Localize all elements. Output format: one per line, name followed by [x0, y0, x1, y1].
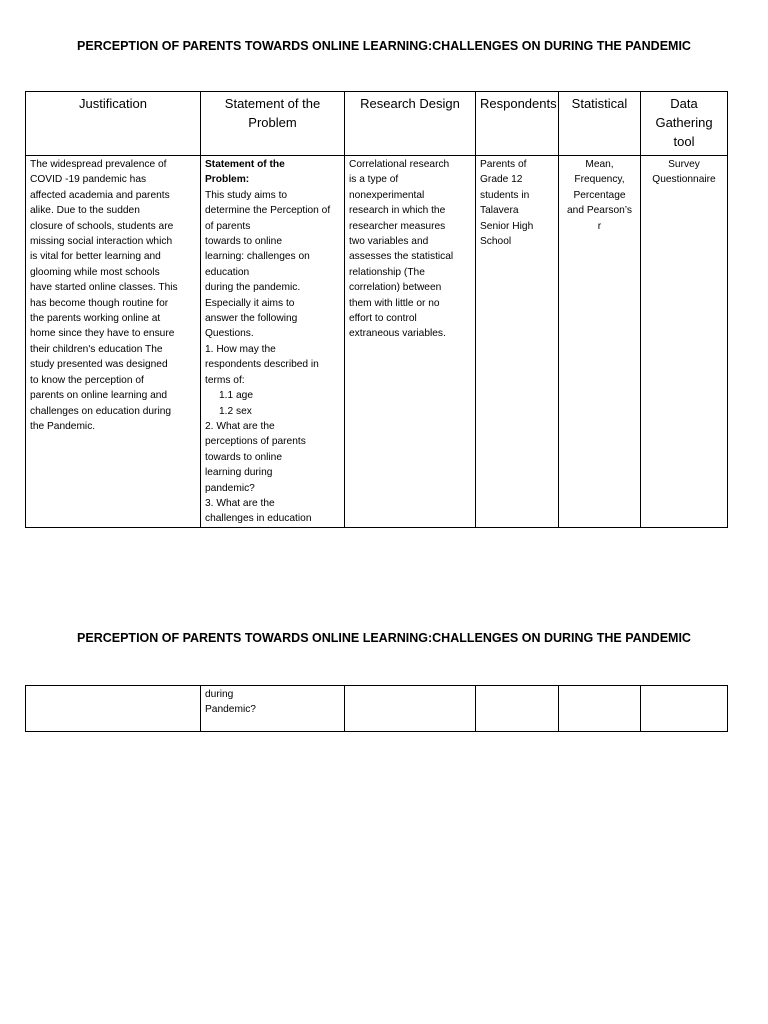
text-line: Parents of: [480, 159, 527, 170]
cell-respondents: [476, 686, 559, 732]
text-line: answer the following: [205, 313, 298, 325]
research-table: [25, 91, 728, 528]
cell-justification: [26, 156, 201, 528]
text-line: study presented was designed: [30, 359, 168, 371]
text-line: has become though routine for: [30, 297, 169, 309]
text-line: Grade 12: [480, 174, 523, 186]
page-title: PERCEPTION OF PARENTS TOWARDS ONLINE LEARNING:CHALLENGES ON DURING THE PANDEMIC: [77, 39, 691, 53]
text-line: School: [480, 236, 512, 248]
text-line: Talavera: [480, 205, 519, 217]
sub-item: 1.2 sex: [219, 405, 252, 417]
header-statistical: Statistical: [559, 92, 641, 156]
sub-item: 1.1 age: [219, 390, 253, 402]
text-line: correlation) between: [349, 282, 442, 294]
text-line: COVID -19 pandemic has: [30, 174, 147, 186]
text-line: Questions.: [205, 328, 254, 340]
text-line: Correlational research: [349, 159, 450, 170]
statement-heading: Statement of the: [205, 159, 285, 170]
header-data-gathering-tool: Data Gathering tool: [641, 92, 728, 156]
cell-statement: [201, 686, 345, 732]
text-line: 3. What are the: [205, 497, 275, 509]
text-line: challenges on education during: [30, 405, 172, 417]
text-line: glooming while most schools: [30, 266, 160, 278]
cell-data-gathering-tool: [641, 686, 728, 732]
text-line: of parents: [205, 220, 251, 232]
header-justification: Justification: [26, 92, 201, 156]
text-line: 1. How may the: [205, 343, 276, 355]
text-line: researcher measures: [349, 220, 446, 232]
text-line: assesses the statistical: [349, 251, 454, 263]
text-line: The widespread prevalence of: [30, 159, 167, 170]
cell-justification: [26, 686, 201, 732]
text-line: perceptions of parents: [205, 436, 306, 448]
header-row: [26, 92, 728, 156]
text-line: towards to online: [205, 236, 283, 248]
text-line: closure of schools, students are: [30, 220, 174, 232]
cell-data-gathering-tool: [641, 156, 728, 528]
text-line: learning: challenges on: [205, 251, 310, 263]
text-line: have started online classes. This: [30, 282, 178, 294]
text-line: the parents working online at: [30, 313, 161, 325]
text-line: This study aims to: [205, 189, 288, 201]
text-line: determine the Perception of: [205, 205, 331, 217]
text-line: to know the perception of: [30, 374, 144, 386]
text-line: effort to control: [349, 313, 417, 325]
text-line: towards to online: [205, 451, 283, 463]
research-table-continued: [25, 685, 728, 732]
text-line: missing social interaction which: [30, 236, 173, 248]
text-line: is a type of: [349, 174, 399, 186]
text-line: during the pandemic.: [205, 282, 301, 294]
text-line: research in which the: [349, 205, 446, 217]
text-line: respondents described in: [205, 359, 319, 371]
cell-statistical: [559, 686, 641, 732]
cell-statistical: [559, 156, 641, 528]
text-line: Survey: [668, 159, 700, 170]
text-line: is vital for better learning and: [30, 251, 161, 263]
text-line: education: [205, 266, 250, 278]
text-line: challenges in education: [205, 513, 312, 525]
text-line: extraneous variables.: [349, 328, 446, 340]
text-line: them with little or no: [349, 297, 440, 309]
text-line: Questionnaire: [652, 174, 716, 186]
text-line: Pandemic?: [205, 704, 256, 716]
text-line: Senior High: [480, 220, 534, 232]
text-line: home since they have to ensure: [30, 328, 175, 340]
text-line: 2. What are the: [205, 420, 275, 432]
text-line: Mean,: [585, 159, 614, 170]
cell-respondents: [476, 156, 559, 528]
page-title-repeat: PERCEPTION OF PARENTS TOWARDS ONLINE LEARNING:CHALLENGES ON DURING THE PANDEMIC: [77, 631, 691, 645]
cell-research-design: [345, 156, 476, 528]
table-row: [26, 156, 728, 528]
text-line: two variables and: [349, 236, 429, 248]
text-line: relationship (The: [349, 266, 425, 278]
cell-statement: [201, 156, 345, 528]
text-line: Percentage: [573, 189, 626, 201]
text-line: Especially it aims to: [205, 297, 295, 309]
text-line: nonexperimental: [349, 189, 425, 201]
cell-research-design: [345, 686, 476, 732]
text-line: during: [205, 689, 234, 700]
text-line: r: [597, 220, 602, 232]
text-line: parents on online learning and: [30, 390, 168, 402]
header-respondents: Respondents: [476, 92, 559, 156]
text-line: affected academia and parents: [30, 189, 170, 201]
text-line: their children's education The: [30, 343, 163, 355]
text-line: learning during: [205, 467, 273, 479]
header-research-design: Research Design: [345, 92, 476, 156]
statement-heading: Problem:: [205, 174, 250, 186]
table-row: [26, 686, 728, 732]
text-line: terms of:: [205, 374, 245, 386]
text-line: the Pandemic.: [30, 420, 96, 432]
text-line: alike. Due to the sudden: [30, 205, 140, 217]
text-line: and Pearson’s: [567, 205, 632, 217]
header-statement: Statement of the Problem: [201, 92, 345, 156]
text-line: Frequency,: [574, 174, 625, 186]
text-line: pandemic?: [205, 482, 255, 494]
text-line: students in: [480, 189, 530, 201]
